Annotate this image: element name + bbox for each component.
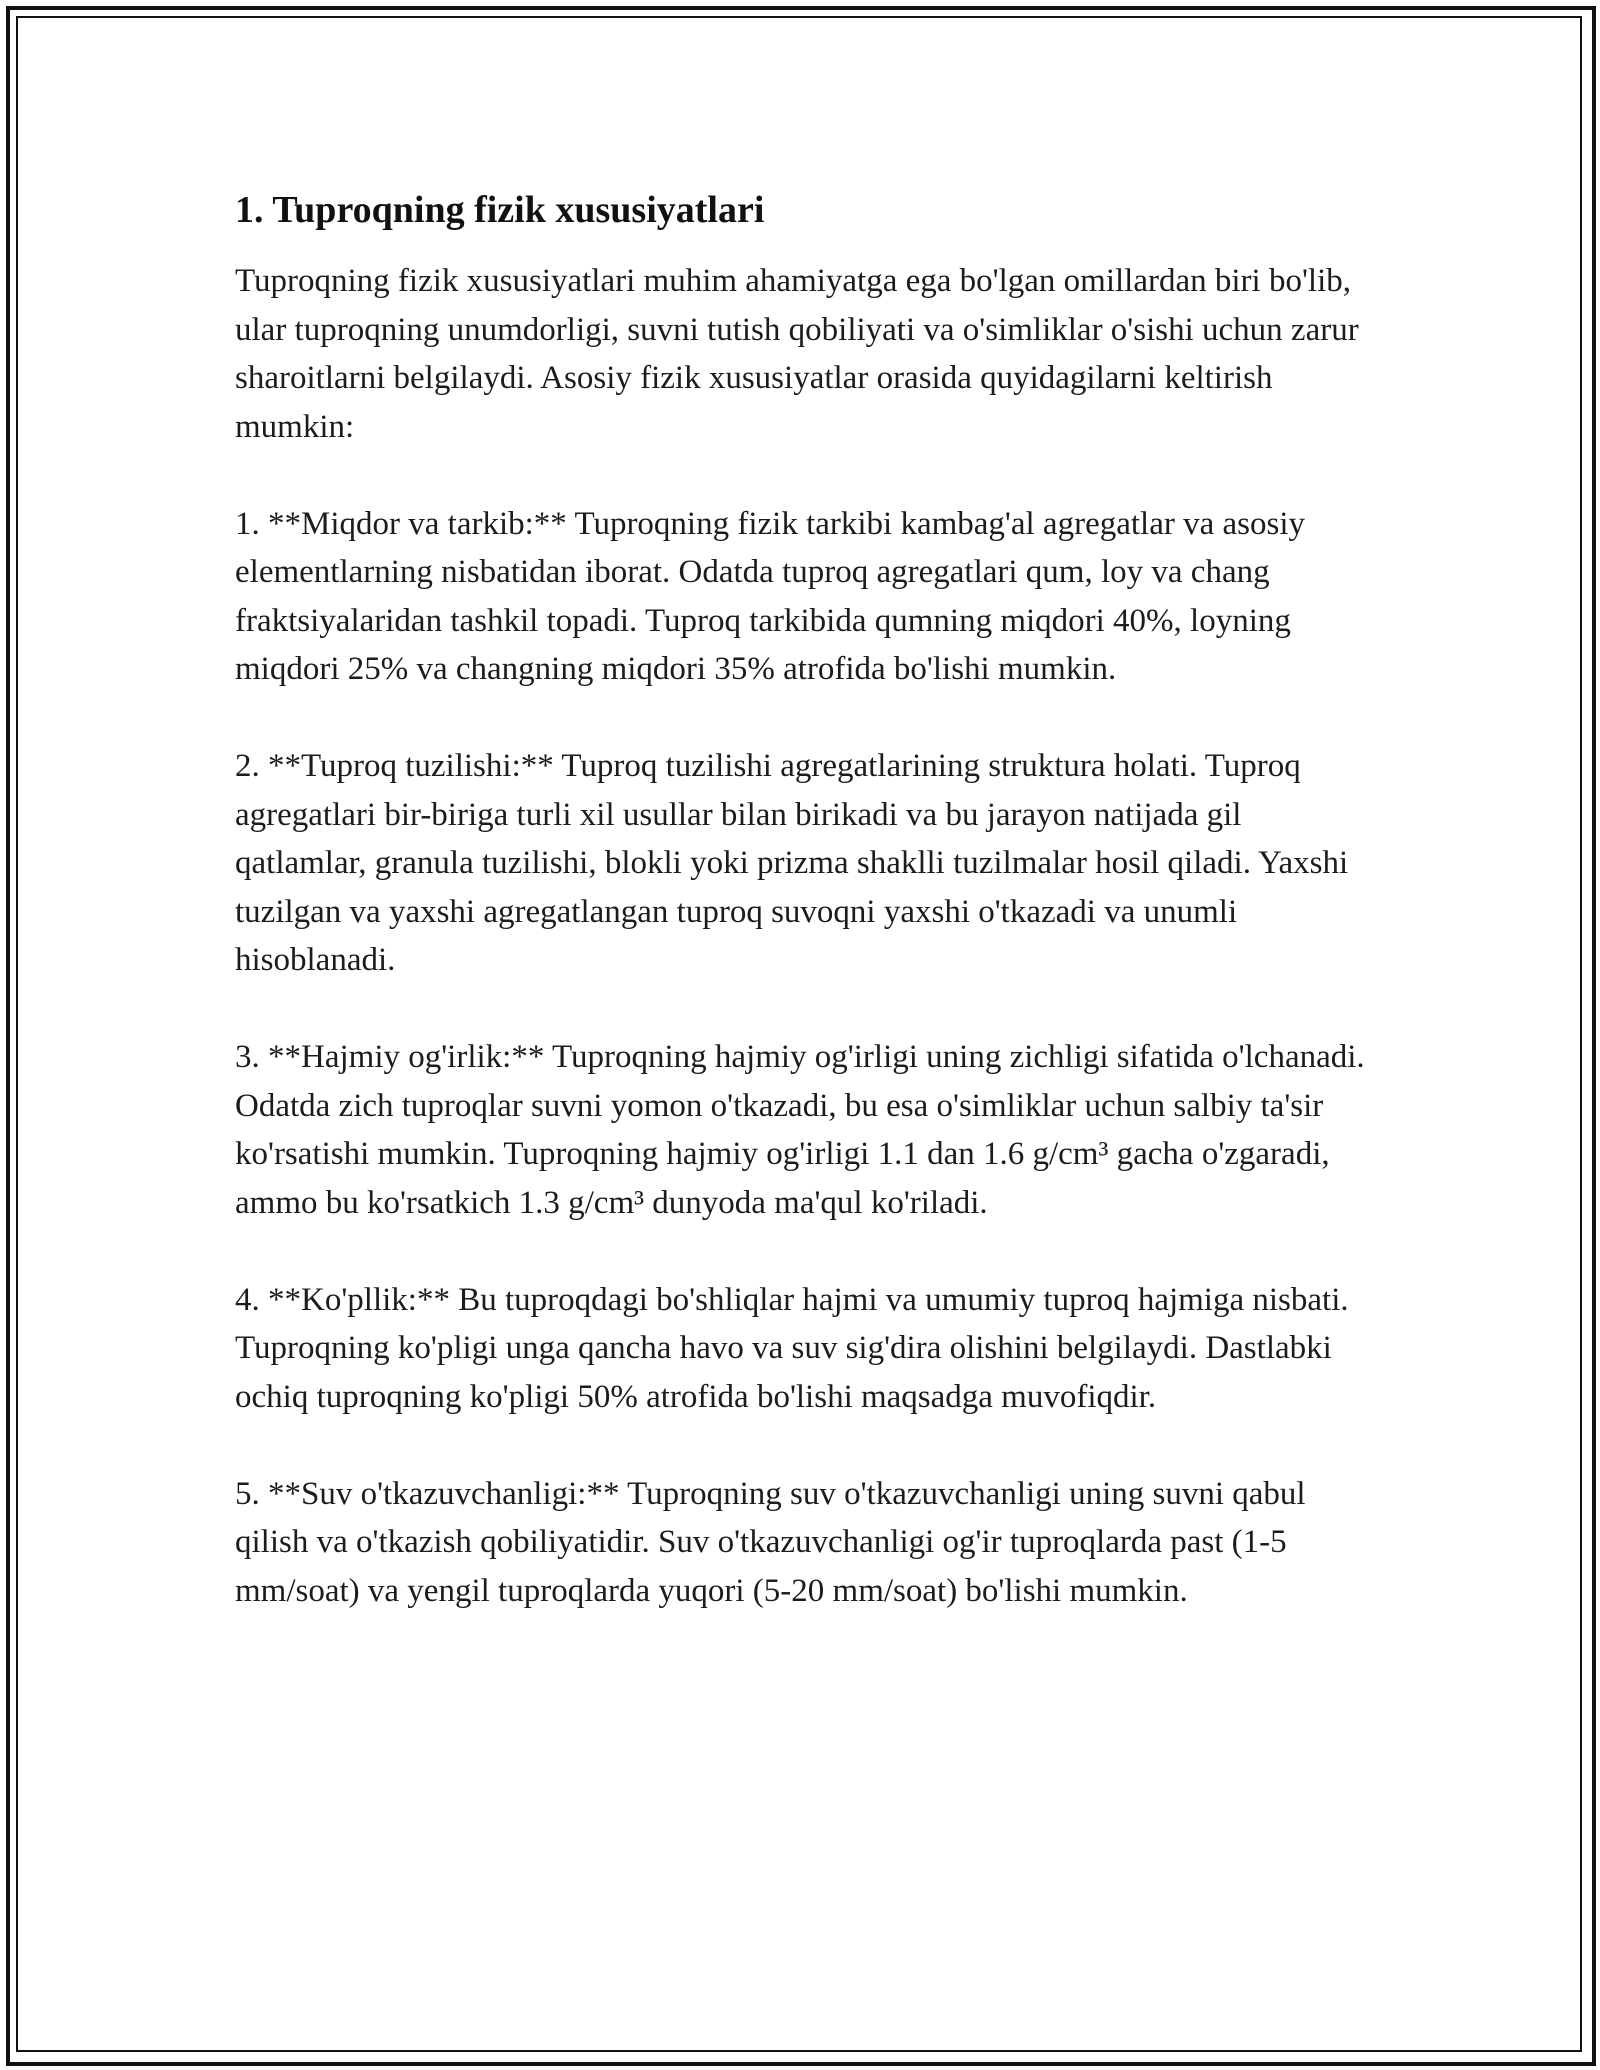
list-item: 5. **Suv o'tkazuvchanligi:** Tuproqning suv o'tkazuvchanligi uning suvni qabul qilish va o'tkazish qobiliyatidir. Suv o'tkazuvchanligi og'ir tuproqlarda past (1-5 mm/soat) va yengil tuproqlarda yuqori (5-20 mm/soat) bo'lishi mumkin. bbox=[235, 1475, 1306, 1609]
document-body bbox=[235, 185, 1365, 1664]
intro-paragraph: Tuproqning fizik xususiyatlari muhim ahamiyatga ega bo'lgan omillardan biri bo'lib, ular tuproqning unumdorligi, suvni tutish qobiliyati va o'simliklar o'sishi uchun zarur sharoitlarni belgilaydi. Asosiy fizik xususiyatlar orasida quyidagilarni keltirish mumkin: bbox=[235, 263, 1359, 445]
document-title: 1. Tuproqning fizik xususiyatlari bbox=[235, 189, 765, 231]
list-item: 4. **Ko'pllik:** Bu tuproqdagi bo'shliqlar hajmi va umumiy tuproq hajmiga nisbati. Tuproqning ko'pligi unga qancha havo va suv sig'dira olishini belgilaydi. Dastlabki ochiq tuproqning ko'pligi 50% atrofida bo'lishi maqsadga muvofiqdir. bbox=[235, 1281, 1349, 1415]
list-item: 3. **Hajmiy og'irlik:** Tuproqning hajmiy og'irligi uning zichligi sifatida o'lchanadi. Odatda zich tuproqlar suvni yomon o'tkazadi, bu esa o'simliklar uchun salbiy ta'sir ko'rsatishi mumkin. Tuproqning hajmiy og'irligi 1.1 dan 1.6 g/cm³ gacha o'zgaradi, ammo bu ko'rsatkich 1.3 g/cm³ dunyoda ma'qul ko'riladi. bbox=[235, 1039, 1365, 1221]
list-item: 2. **Tuproq tuzilishi:** Tuproq tuzilishi agregatlarining struktura holati. Tuproq agregatlari bir-biriga turli xil usullar bilan birikadi va bu jarayon natijada gil qatlamlar, granula tuzilishi, blokli yoki prizma shaklli tuzilmalar hosil qiladi. Yaxshi tuzilgan va yaxshi agregatlangan tuproq suvoqni yaxshi o'tkazadi va unumli hisoblanadi. bbox=[235, 748, 1349, 978]
list-item: 1. **Miqdor va tarkib:** Tuproqning fizik tarkibi kambag'al agregatlar va asosiy elementlarning nisbatidan iborat. Odatda tuproq agregatlari qum, loy va chang fraktsiyalaridan tashkil topadi. Tuproq tarkibida qumning miqdori 40%, loyning miqdori 25% va changning miqdori 35% atrofida bo'lishi mumkin. bbox=[235, 505, 1305, 687]
